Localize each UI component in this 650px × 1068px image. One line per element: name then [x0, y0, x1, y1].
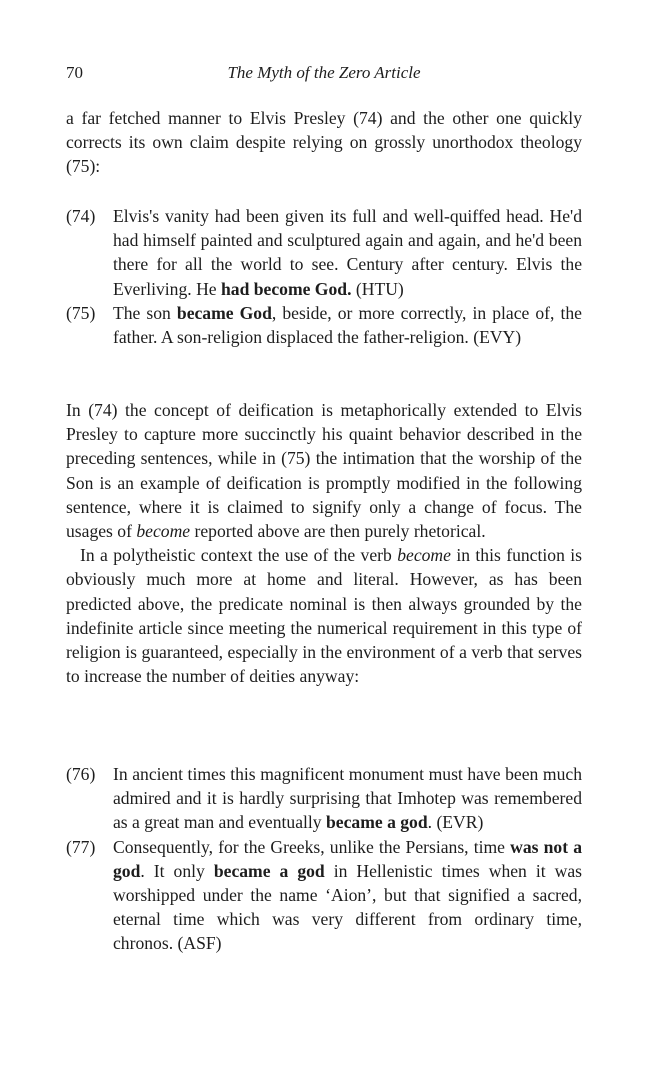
paragraph-text: In a polytheistic context the use of the verb [80, 545, 398, 566]
example-highlight: became God [176, 302, 272, 323]
example-77 [66, 835, 582, 956]
example-text-tail: , beside, or more correctly, in place of, the father. A son-religion displaced the father-religion. (EVY) [113, 302, 582, 348]
example-highlight-2: became a god [213, 860, 325, 881]
example-text-mid: . It only [140, 860, 214, 881]
paragraph-text-tail: in this function is obviously much more at home and literal. However, as has been predicted above, the predicate nominal is then always grounded by the indefinite article since meeting the numerical requirement in this type of religion is guaranteed, especially in the environment of a verb that serves to increase the number of deities anyway: [66, 545, 582, 687]
example-number: (76) [66, 764, 96, 784]
example-number: (77) [66, 836, 96, 857]
italic-term: become [397, 545, 451, 566]
paragraph-text: In (74) the concept of deification is metaphorically extended to Elvis Presley to capture more succinctly his quaint behavior described in the preceding sentences, while in (75) the intimation that the worship of the Son is an example of deification is promptly modified in the following sentence, where it is claimed to signify only a change of focus. The usages of [66, 400, 582, 542]
page-number: 70 [66, 63, 83, 82]
paragraph-text-tail: reported above are then purely rhetorical. [190, 521, 486, 542]
example-74 [66, 204, 582, 301]
intro-text: a far fetched manner to Elvis Presley (74) and the other one quickly corrects its own claim despite relying on grossly unorthodox theology (75): [66, 108, 582, 177]
example-number: (74) [66, 206, 96, 226]
example-list-1 [66, 204, 582, 349]
example-76 [66, 762, 582, 835]
page-header [66, 63, 582, 87]
example-source: . (EVR) [427, 812, 484, 833]
example-text: Consequently, for the Greeks, unlike the Persians, time [113, 836, 511, 857]
example-75 [66, 301, 582, 349]
example-highlight: became a god [326, 812, 428, 833]
example-text-tail: in Hellenistic times when it was worshipped under the name ‘Aion’, but that signified a sacred, eternal time which was very different from ordinary time, chronos. (ASF) [113, 860, 583, 954]
example-number: (75) [66, 302, 96, 323]
intro-paragraph [66, 106, 582, 179]
example-highlight: was not a god [113, 836, 582, 881]
example-text: Elvis's vanity had been given its full and well-quiffed head. He'd had himself painted and sculptured again and again, and he'd been there for all the world to see. Century after century. Elvis the Everliving. He [113, 206, 582, 299]
example-text: The son [113, 302, 177, 323]
example-source: (HTU) [351, 278, 404, 299]
example-text: In ancient times this magnificent monument must have been much admired and it is hardly surprising that Imhotep was remembered as a great man and eventually [113, 764, 582, 833]
discussion-text [66, 398, 582, 688]
running-title: The Myth of the Zero Article [227, 63, 421, 82]
italic-term: become [136, 521, 191, 542]
example-highlight: had become God. [220, 278, 352, 299]
example-list-2 [66, 762, 582, 956]
paragraph-polytheistic [66, 543, 582, 688]
paragraph-deification [66, 398, 582, 543]
